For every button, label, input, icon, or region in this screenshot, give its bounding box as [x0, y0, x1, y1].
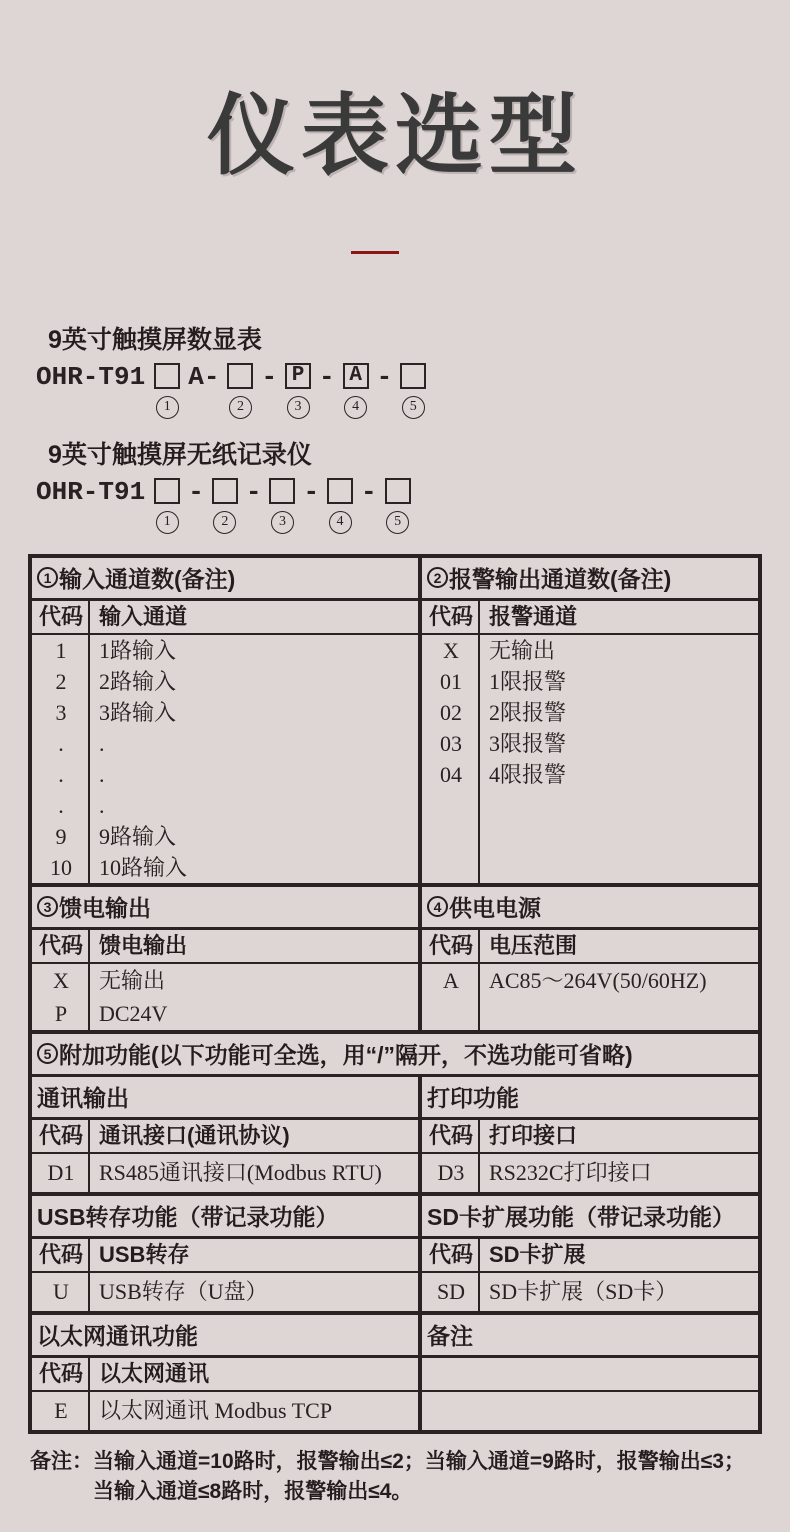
circled-number-icon: 2 [427, 567, 448, 588]
desc-cell: 无输出 [99, 967, 166, 993]
section-ethernet-remark [32, 1311, 758, 1430]
model-code-box [154, 363, 180, 389]
code-cell: 3 [55, 699, 67, 725]
model-heading: 9英寸触摸屏数显表 [48, 325, 262, 354]
model-code-separator: - [376, 361, 393, 392]
subheader-right [422, 601, 758, 633]
section-header-row [32, 1315, 758, 1358]
desc-cell: 9路输入 [99, 823, 177, 849]
code-cell: 9 [55, 823, 67, 849]
section-title-feed-output [32, 887, 422, 927]
model-position-marker-icon: 4 [329, 511, 352, 534]
section-title-communication [32, 1077, 422, 1117]
section-title-text: 通讯输出 [37, 1085, 129, 1112]
circled-number-icon: 3 [37, 896, 58, 917]
section-title-text: 附加功能(以下功能可全选，用“/”隔开，不选功能可省略) [59, 1042, 633, 1069]
subheader-row [32, 1120, 758, 1154]
section-title-text: 打印功能 [427, 1085, 519, 1112]
section-input-alarm [32, 558, 758, 883]
model-code-box: P [285, 363, 311, 389]
model-position-marker-icon: 2 [213, 511, 236, 534]
communication-rows [32, 1154, 422, 1192]
desc-header-cell: USB转存 [99, 1241, 190, 1267]
desc-cell: 无输出 [489, 637, 556, 663]
model-code-box-unit [343, 363, 369, 419]
desc-cell: 2限报警 [489, 699, 567, 725]
section-title-text: 输入通道数(备注) [59, 566, 236, 593]
model-heading: 9英寸触摸屏无纸记录仪 [48, 440, 312, 469]
section-title-text: 以太网通讯功能 [37, 1323, 198, 1350]
section-title-usb [32, 1196, 422, 1236]
body-row [32, 635, 758, 883]
section-header-row [32, 1077, 758, 1120]
code-cell: SD [436, 1278, 466, 1304]
desc-cell: 10路输入 [99, 854, 188, 880]
subheader-row [32, 601, 758, 635]
remark-rows-empty [422, 1392, 758, 1430]
section-title-print [422, 1077, 758, 1117]
body-row [32, 964, 758, 1030]
sd-rows [422, 1273, 758, 1311]
section-title-text: SD卡扩展功能（带记录功能） [427, 1204, 735, 1231]
code-cell: 04 [440, 761, 462, 787]
model-code-line [36, 363, 790, 419]
code-cell: 2 [55, 668, 67, 694]
section-feed-power [32, 883, 758, 1030]
model-block-digital-display [36, 320, 790, 419]
model-code-box-unit [212, 478, 238, 534]
model-code-box-unit [154, 478, 180, 534]
model-code-separator: - [303, 476, 320, 507]
code-cell: D1 [47, 1159, 75, 1185]
code-cell: U [53, 1278, 69, 1304]
model-code-box-unit [285, 363, 311, 419]
desc-header-cell: 通讯接口(通讯协议) [99, 1122, 290, 1148]
section-title-input-channels [32, 558, 422, 598]
section-header-row [32, 558, 758, 601]
desc-cell: RS232C打印接口 [489, 1159, 652, 1185]
body-row [32, 1392, 758, 1430]
model-block-paperless-recorder [36, 435, 790, 534]
model-position-marker-icon: 1 [156, 396, 179, 419]
desc-cell: . [99, 730, 105, 756]
model-position-marker-icon: 5 [402, 396, 425, 419]
desc-cell: 1路输入 [99, 637, 177, 663]
model-code-box [385, 478, 411, 504]
code-header-cell: 代码 [38, 603, 83, 629]
desc-header-cell: SD卡扩展 [489, 1241, 586, 1267]
desc-header-cell: 输入通道 [99, 603, 188, 629]
model-position-marker-icon: 4 [344, 396, 367, 419]
subheader-row [32, 930, 758, 964]
section-title-text: 备注 [427, 1323, 473, 1350]
model-code-separator: - [319, 361, 335, 392]
model-code-box-unit [154, 363, 180, 419]
code-header-cell: 代码 [38, 932, 83, 958]
feed-output-rows [32, 964, 422, 1030]
model-prefix: OHR-T91 [36, 476, 146, 507]
ethernet-rows [32, 1392, 422, 1430]
section-title-alarm-channels [422, 558, 758, 598]
section-title-text: 报警输出通道数(备注) [449, 566, 672, 593]
circled-number-icon: 4 [427, 896, 448, 917]
code-header-cell: 代码 [38, 1241, 83, 1267]
subheader-right [422, 1239, 758, 1271]
model-position-marker-icon: 3 [287, 396, 310, 419]
code-cell: 02 [440, 699, 462, 725]
desc-cell: 以太网通讯 Modbus TCP [99, 1397, 333, 1423]
model-code-box-unit [227, 363, 253, 419]
subheader-row [32, 1358, 758, 1392]
model-code-box-unit [327, 478, 353, 534]
code-cell: E [54, 1397, 68, 1423]
code-header-cell: 代码 [38, 1122, 83, 1148]
model-code-separator: - [245, 476, 262, 507]
desc-cell: 2路输入 [99, 668, 177, 694]
desc-cell: . [99, 792, 105, 818]
model-code-line [36, 478, 790, 534]
section-title-text: USB转存功能（带记录功能） [37, 1204, 339, 1231]
code-cell: 1 [55, 637, 67, 663]
desc-cell: DC24V [99, 1000, 168, 1026]
desc-cell: 4限报警 [489, 761, 567, 787]
code-cell: 10 [50, 854, 72, 880]
input-channel-rows [32, 635, 422, 883]
model-code-box [227, 363, 253, 389]
model-code-box [327, 478, 353, 504]
subheader-left [32, 1120, 422, 1152]
code-cell: . [58, 730, 64, 756]
additional-functions-header [32, 1034, 758, 1077]
code-header-cell: 代码 [428, 932, 473, 958]
page-title: 仪表选型 [206, 86, 583, 185]
subheader-left [32, 930, 422, 962]
footer-note-lines [93, 1447, 760, 1507]
print-rows [422, 1154, 758, 1192]
desc-cell: 3限报警 [489, 730, 567, 756]
footer-note-label: 备注： [30, 1449, 93, 1473]
model-code-separator: - [261, 361, 278, 392]
model-position-marker-icon: 1 [156, 511, 179, 534]
model-code-box [154, 478, 180, 504]
subheader-right-empty [422, 1358, 758, 1390]
desc-cell: 1限报警 [489, 668, 567, 694]
body-row [32, 1273, 758, 1311]
desc-header-cell: 馈电输出 [99, 932, 188, 958]
title-accent-line [351, 251, 399, 254]
model-position-marker-icon: 2 [229, 396, 252, 419]
subheader-left [32, 601, 422, 633]
model-code-box-unit [269, 478, 295, 534]
subheader-row [32, 1239, 758, 1273]
section-title-sd [422, 1196, 758, 1236]
desc-header-cell: 打印接口 [489, 1122, 578, 1148]
section-header-row [32, 1196, 758, 1239]
section-title-text: 馈电输出 [59, 895, 151, 922]
model-code-box-unit [400, 363, 426, 419]
desc-cell: USB转存（U盘） [99, 1278, 268, 1304]
code-cell: . [58, 792, 64, 818]
footer-note-line: 当输入通道≤8路时，报警输出≤4。 [93, 1479, 413, 1503]
model-code-separator: A- [188, 361, 220, 392]
code-header-cell: 代码 [38, 1360, 83, 1386]
model-code-box [269, 478, 295, 504]
section-additional-functions [32, 1030, 758, 1192]
model-code-box [400, 363, 426, 389]
footer-note-line: 当输入通道=10路时，报警输出≤2；当输入通道=9路时，报警输出≤3； [93, 1449, 745, 1473]
subheader-left [32, 1358, 422, 1390]
desc-header-cell: 报警通道 [489, 603, 578, 629]
footer-note [30, 1447, 760, 1507]
section-header-row [32, 887, 758, 930]
code-cell: D3 [437, 1159, 465, 1185]
desc-cell: SD卡扩展（SD卡） [489, 1278, 678, 1304]
desc-cell: RS485通讯接口(Modbus RTU) [99, 1159, 382, 1185]
circled-number-icon: 5 [37, 1043, 58, 1064]
code-cell: 03 [440, 730, 462, 756]
model-code-box [212, 478, 238, 504]
code-header-cell: 代码 [428, 1241, 473, 1267]
model-code-box: A [343, 363, 369, 389]
desc-cell: AC85～264V(50/60HZ) [489, 967, 707, 993]
section-title-text: 供电电源 [449, 895, 541, 922]
desc-cell: 3路输入 [99, 699, 177, 725]
model-prefix: OHR-T91 [36, 361, 146, 392]
subheader-right [422, 930, 758, 962]
model-code-separator: - [361, 476, 377, 507]
desc-header-cell: 电压范围 [489, 932, 578, 958]
selection-table [28, 554, 762, 1434]
code-cell: X [53, 967, 69, 993]
code-cell: P [54, 1000, 68, 1026]
code-cell: X [443, 637, 459, 663]
model-code-separator: - [188, 476, 204, 507]
subheader-left [32, 1239, 422, 1271]
desc-header-cell: 以太网通讯 [99, 1360, 210, 1386]
code-header-cell: 代码 [428, 603, 473, 629]
code-cell: . [58, 761, 64, 787]
power-supply-rows [422, 964, 758, 1030]
usb-rows [32, 1273, 422, 1311]
code-header-cell: 代码 [428, 1122, 473, 1148]
section-title-remark [422, 1315, 758, 1355]
model-position-marker-icon: 5 [386, 511, 409, 534]
section-title-ethernet [32, 1315, 422, 1355]
subheader-right [422, 1120, 758, 1152]
section-title-power-supply [422, 887, 758, 927]
desc-cell: . [99, 761, 105, 787]
model-position-marker-icon: 3 [271, 511, 294, 534]
circled-number-icon: 1 [37, 567, 58, 588]
code-cell: A [443, 967, 459, 993]
body-row [32, 1154, 758, 1192]
code-cell: 01 [440, 668, 462, 694]
model-code-box-unit [385, 478, 411, 534]
section-usb-sd [32, 1192, 758, 1311]
alarm-channel-rows [422, 635, 758, 883]
